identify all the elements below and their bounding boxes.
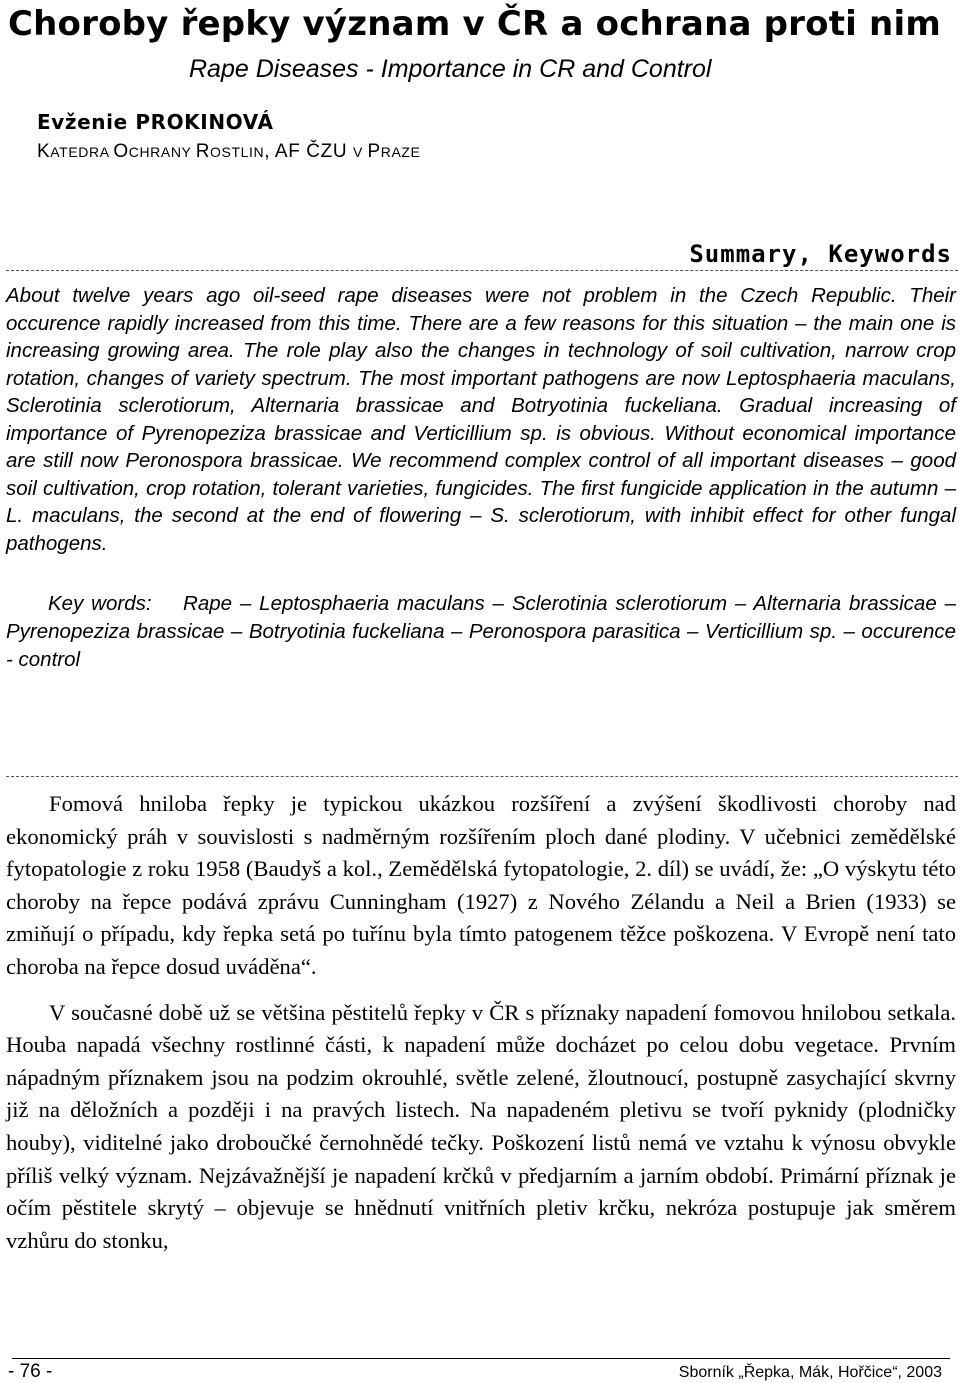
affil-r: R: [195, 141, 211, 162]
journal-citation: Sborník „Řepka, Mák, Hořčice“, 2003: [678, 1364, 942, 1381]
summary-text: About twelve years ago oil-seed rape diseases were not problem in the Czech Republic. Their occurence rapidly increased from this time. There are a few reasons for this situation – the main one is increasing growing area. The role play also the changes in technology of soil cultivation, narrow crop rotation, changes of variety spectrum. The most important pathogens are now Leptosphaeria maculans, Sclerotinia sclerotiorum, Alternaria brassicae and Botryotinia fuckeliana. Gradual increasing of importance of Pyrenopeziza brassicae and Verticillium sp. is obvious. Without economical importance are still now Peronospora brassicae. We recommend complex control of all important diseases – good soil cultivation, crop rotation, tolerant varieties, fungicides. The first fungicide application in the autumn – L. maculans, the second at the end of flowering – S. sclerotiorum, with inhibit effect for other fungal pathogens.: [6, 284, 956, 555]
keywords-text: Rape – Leptosphaeria maculans – Sclerotinia sclerotiorum – Alternaria brassicae – Pyrenopeziza brassicae – Botryotinia fuckeliana – Peronospora parasitica – Verticillium sp. – occurence - control: [6, 592, 956, 671]
affil-p: P: [367, 141, 381, 162]
body-paragraph: V současné době už se většina pěstitelů řepky v ČR s příznaky napadení fomovou hnilobou setkala. Houba napadá všechny rostlinné části, k napadení může docházet po celou dobu vegetace. Prvním nápadným příznakem jsou na podzim okrouhlé, světle zelené, žloutnoucí, postupně zasychající skvrny již na děložních a později i na pravých listech. Na napadeném pletivu se tvoří pyknidy (plodničky houby), viditelné jako droboučké černohnědé tečky. Poškození listů nemá ve vztahu k výnosu obvykle příliš velký význam. Nejzávažnější je napadení krčků v předjarním a jarním období. Primární příznak je očím pěstitele skrytý – objevuje se hnědnutí vnitřních pletiv krčku, nekróza postupuje jak směrem vzhůru do stonku,: [6, 999, 956, 1253]
body-text: [6, 788, 956, 1257]
affil-chrany: CHRANY: [128, 144, 196, 160]
affil-raze: RAZE: [380, 144, 421, 160]
author-affiliation: [37, 141, 420, 163]
affil-k: K: [37, 141, 51, 162]
summary-heading: Summary, Keywords: [689, 240, 952, 268]
paper-title-english: Rape Diseases - Importance in CR and Control: [189, 55, 712, 83]
summary-bottom-divider: [6, 776, 958, 777]
affil-ostlin: OSTLIN: [210, 144, 265, 160]
page-number: - 76 -: [8, 1361, 53, 1382]
affil-o: O: [113, 141, 129, 162]
keywords-label: Key words:: [48, 592, 152, 615]
footer-divider: [12, 1358, 950, 1359]
paper-title-czech: Choroby řepky význam v ČR a ochrana proti nim: [8, 4, 941, 44]
affil-v: V: [353, 144, 368, 160]
body-paragraph: Fomová hniloba řepky je typickou ukázkou rozšíření a zvýšení škodlivosti choroby nad ekonomický práh v souvislosti s nadměrným rozšířením ploch dané plodiny. V učebnici zemědělské fytopatologie z roku 1958 (Baudyš a kol., Zemědělská fytopatologie, 2. díl) se uvádí, že: „O výskytu této choroby na řepce podává zprávu Cunningham (1927) z Nového Zélandu a Neil a Brien (1933) se zmiňují o případu, kdy řepka setá po tuřínu byla tímto patogenem těžce poškozena. V Evropě není tato choroba na řepce dosud uváděna“.: [6, 791, 956, 979]
affil-atedra: ATEDRA: [50, 144, 114, 160]
author-name: Evženie PROKINOVÁ: [37, 110, 274, 134]
affil-mid: , AF ČZU: [264, 141, 354, 162]
summary-top-divider: [6, 270, 958, 271]
keywords-block: [6, 590, 956, 674]
